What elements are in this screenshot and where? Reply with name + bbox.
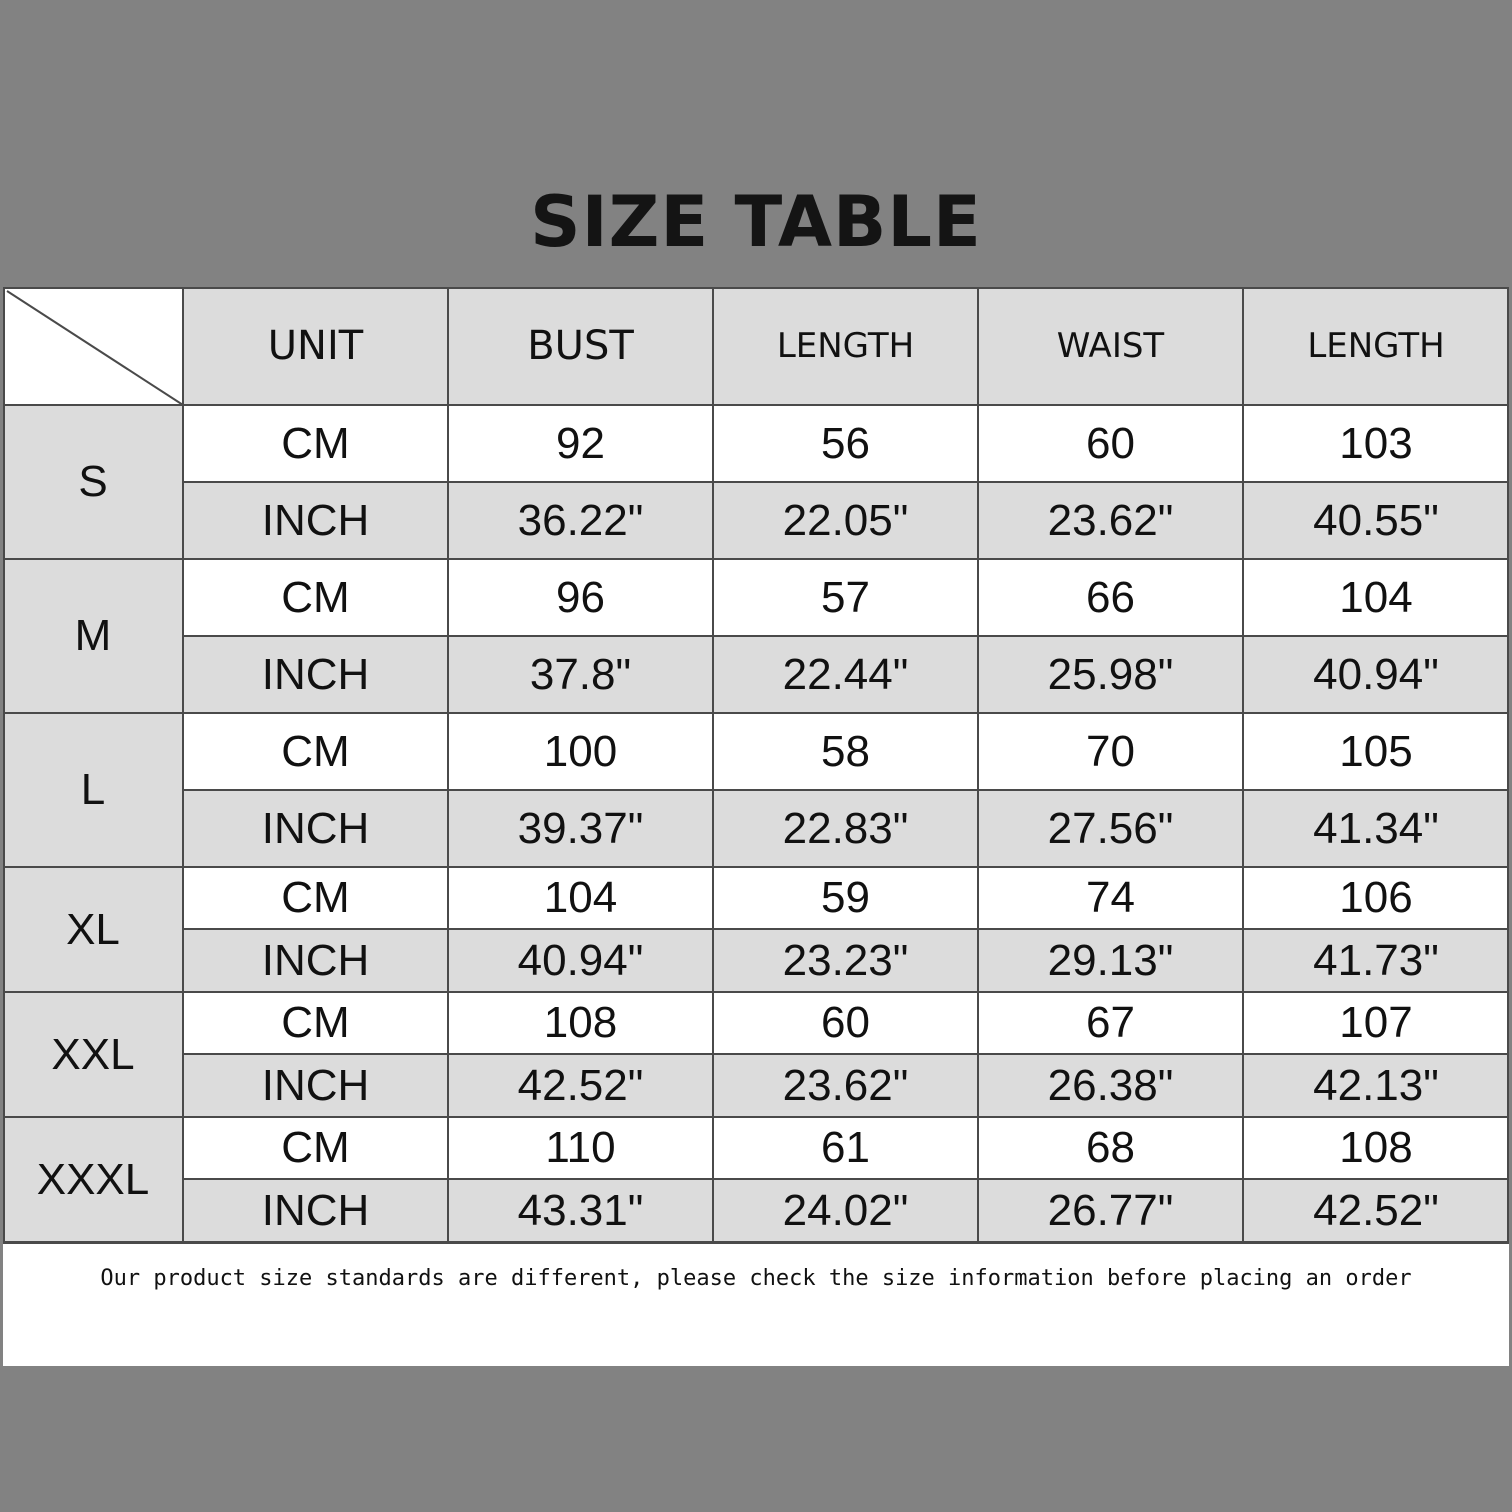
cm-cell-unit: CM — [183, 559, 448, 636]
grid-line-horizontal — [3, 866, 1509, 868]
inch-cell-unit: INCH — [183, 1054, 448, 1117]
cm-cell-bust: 92 — [448, 405, 713, 482]
cm-cell-waist: 70 — [978, 713, 1243, 790]
cm-cell-waist: 66 — [978, 559, 1243, 636]
inch-cell-bust: 42.52" — [448, 1054, 713, 1117]
grid-line-horizontal — [3, 558, 1509, 560]
header-bust: BUST — [448, 287, 713, 405]
corner-diagonal — [3, 287, 183, 405]
cm-cell-length: 60 — [713, 992, 978, 1054]
cm-cell-waist: 68 — [978, 1117, 1243, 1179]
header-waist: WAIST — [978, 287, 1243, 405]
size-label-m: M — [3, 559, 183, 713]
inch-cell-unit: INCH — [183, 482, 448, 559]
grid-line-horizontal — [183, 928, 1509, 930]
grid-line-horizontal — [183, 635, 1509, 637]
inch-cell-unit: INCH — [183, 636, 448, 713]
grid-line-vertical — [447, 287, 449, 1242]
header-length: LENGTH — [713, 287, 978, 405]
inch-cell-bust: 37.8" — [448, 636, 713, 713]
cm-cell-unit: CM — [183, 992, 448, 1054]
cm-cell-bust: 96 — [448, 559, 713, 636]
inch-cell-bust: 43.31" — [448, 1179, 713, 1242]
header-length-2: LENGTH — [1243, 287, 1509, 405]
inch-cell-waist: 26.38" — [978, 1054, 1243, 1117]
grid-line-horizontal — [3, 991, 1509, 993]
header-unit: UNIT — [183, 287, 448, 405]
size-label-xxxl: XXXL — [3, 1117, 183, 1242]
inch-cell-bust: 36.22" — [448, 482, 713, 559]
inch-cell-length-2: 40.94" — [1243, 636, 1509, 713]
corner-cell — [3, 287, 183, 405]
size-label-l: L — [3, 713, 183, 867]
inch-cell-length: 22.44" — [713, 636, 978, 713]
page-title: SIZE TABLE — [530, 180, 982, 263]
cm-cell-length-2: 105 — [1243, 713, 1509, 790]
inch-cell-waist: 29.13" — [978, 929, 1243, 992]
cm-cell-waist: 60 — [978, 405, 1243, 482]
inch-cell-length: 22.05" — [713, 482, 978, 559]
cm-cell-length: 56 — [713, 405, 978, 482]
cm-cell-unit: CM — [183, 1117, 448, 1179]
corner-diagonal-line — [7, 291, 183, 405]
inch-cell-unit: INCH — [183, 790, 448, 867]
inch-cell-length-2: 42.13" — [1243, 1054, 1509, 1117]
grid-line-vertical — [977, 287, 979, 1242]
cm-cell-length-2: 104 — [1243, 559, 1509, 636]
inch-cell-length: 23.23" — [713, 929, 978, 992]
cm-cell-bust: 104 — [448, 867, 713, 929]
inch-cell-length: 23.62" — [713, 1054, 978, 1117]
inch-cell-length-2: 41.73" — [1243, 929, 1509, 992]
size-label-s: S — [3, 405, 183, 559]
size-label-xl: XL — [3, 867, 183, 992]
cm-cell-length: 58 — [713, 713, 978, 790]
cm-cell-length-2: 106 — [1243, 867, 1509, 929]
size-note: Our product size standards are different, please check the size information before placing an order — [3, 1242, 1509, 1366]
grid-line-horizontal — [3, 712, 1509, 714]
grid-line-horizontal — [183, 789, 1509, 791]
grid-line-vertical — [182, 287, 184, 1242]
grid-line-horizontal — [3, 404, 1509, 406]
cm-cell-bust: 108 — [448, 992, 713, 1054]
cm-cell-waist: 67 — [978, 992, 1243, 1054]
size-table-card — [3, 146, 1509, 1366]
grid-line-vertical — [3, 287, 5, 1242]
grid-line-horizontal — [183, 1053, 1509, 1055]
cm-cell-waist: 74 — [978, 867, 1243, 929]
size-label-xxl: XXL — [3, 992, 183, 1117]
cm-cell-length-2: 108 — [1243, 1117, 1509, 1179]
grid-line-horizontal — [183, 1178, 1509, 1180]
title-band — [3, 146, 1509, 287]
grid-line-vertical — [1242, 287, 1244, 1242]
inch-cell-length-2: 41.34" — [1243, 790, 1509, 867]
grid-line-horizontal — [3, 287, 1509, 289]
inch-cell-waist: 26.77" — [978, 1179, 1243, 1242]
inch-cell-length: 22.83" — [713, 790, 978, 867]
grid-line-horizontal — [3, 1116, 1509, 1118]
inch-cell-waist: 23.62" — [978, 482, 1243, 559]
inch-cell-waist: 27.56" — [978, 790, 1243, 867]
grid-line-vertical — [712, 287, 714, 1242]
inch-cell-waist: 25.98" — [978, 636, 1243, 713]
cm-cell-length: 61 — [713, 1117, 978, 1179]
cm-cell-unit: CM — [183, 405, 448, 482]
cm-cell-length: 57 — [713, 559, 978, 636]
inch-cell-unit: INCH — [183, 1179, 448, 1242]
cm-cell-length-2: 107 — [1243, 992, 1509, 1054]
cm-cell-length-2: 103 — [1243, 405, 1509, 482]
grid-line-horizontal — [183, 481, 1509, 483]
cm-cell-bust: 110 — [448, 1117, 713, 1179]
cm-cell-unit: CM — [183, 713, 448, 790]
inch-cell-bust: 40.94" — [448, 929, 713, 992]
cm-cell-unit: CM — [183, 867, 448, 929]
inch-cell-bust: 39.37" — [448, 790, 713, 867]
cm-cell-bust: 100 — [448, 713, 713, 790]
size-table — [3, 287, 1509, 1242]
grid-line-vertical — [1507, 287, 1509, 1242]
inch-cell-length-2: 42.52" — [1243, 1179, 1509, 1242]
cm-cell-length: 59 — [713, 867, 978, 929]
inch-cell-length: 24.02" — [713, 1179, 978, 1242]
inch-cell-length-2: 40.55" — [1243, 482, 1509, 559]
inch-cell-unit: INCH — [183, 929, 448, 992]
